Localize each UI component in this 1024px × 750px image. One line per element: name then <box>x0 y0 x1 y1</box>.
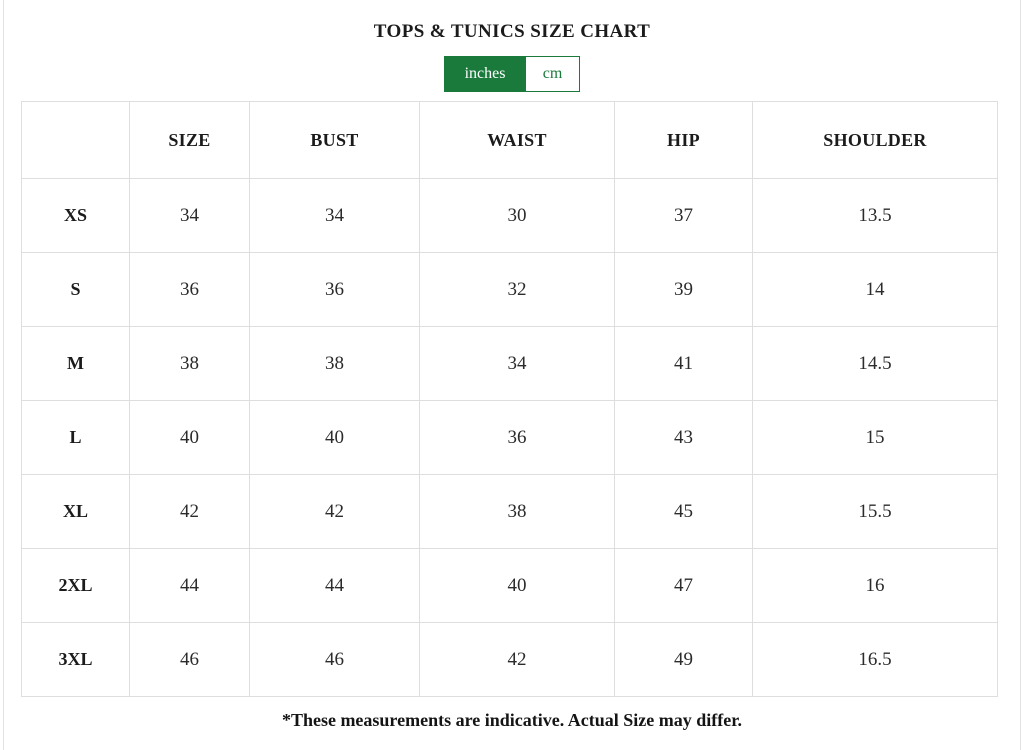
header-cell-shoulder: SHOULDER <box>753 102 998 179</box>
cell-xs-bust: 34 <box>250 179 420 253</box>
cell-l-size: 40 <box>130 401 250 475</box>
cell-3xl-bust: 46 <box>250 623 420 697</box>
table-row-3xl <box>22 623 998 697</box>
cell-s-shoulder: 14 <box>753 253 998 327</box>
cell-xl-hip: 45 <box>615 475 753 549</box>
cell-xl-shoulder: 15.5 <box>753 475 998 549</box>
table-row-l <box>22 401 998 475</box>
cell-2xl-hip: 47 <box>615 549 753 623</box>
row-label-s: S <box>22 253 130 327</box>
header-cell-hip: HIP <box>615 102 753 179</box>
cell-m-shoulder: 14.5 <box>753 327 998 401</box>
header-cell-blank <box>22 102 130 179</box>
cell-3xl-waist: 42 <box>420 623 615 697</box>
cell-xs-hip: 37 <box>615 179 753 253</box>
unit-toggle <box>444 56 580 92</box>
cell-s-bust: 36 <box>250 253 420 327</box>
cell-xl-size: 42 <box>130 475 250 549</box>
cell-s-hip: 39 <box>615 253 753 327</box>
header-cell-waist: WAIST <box>420 102 615 179</box>
size-chart-table <box>21 101 998 697</box>
header-cell-bust: BUST <box>250 102 420 179</box>
row-label-l: L <box>22 401 130 475</box>
row-label-xl: XL <box>22 475 130 549</box>
table-row-s <box>22 253 998 327</box>
row-label-3xl: 3XL <box>22 623 130 697</box>
cell-m-waist: 34 <box>420 327 615 401</box>
row-label-2xl: 2XL <box>22 549 130 623</box>
table-row-2xl <box>22 549 998 623</box>
cell-s-waist: 32 <box>420 253 615 327</box>
cell-l-hip: 43 <box>615 401 753 475</box>
row-label-m: M <box>22 327 130 401</box>
header-cell-size: SIZE <box>130 102 250 179</box>
size-chart-page <box>3 0 1021 750</box>
cell-m-bust: 38 <box>250 327 420 401</box>
cell-2xl-waist: 40 <box>420 549 615 623</box>
cell-2xl-shoulder: 16 <box>753 549 998 623</box>
footnote: *These measurements are indicative. Actual Size may differ. <box>281 710 743 730</box>
table-row-xs <box>22 179 998 253</box>
unit-inches-button[interactable]: inches <box>445 57 525 91</box>
cell-xs-waist: 30 <box>420 179 615 253</box>
cell-s-size: 36 <box>130 253 250 327</box>
unit-toggle-wrap <box>4 56 1020 92</box>
cell-l-bust: 40 <box>250 401 420 475</box>
cell-xs-shoulder: 13.5 <box>753 179 998 253</box>
cell-2xl-size: 44 <box>130 549 250 623</box>
cell-3xl-size: 46 <box>130 623 250 697</box>
unit-cm-button[interactable]: cm <box>525 57 579 91</box>
cell-l-shoulder: 15 <box>753 401 998 475</box>
table-row-xl <box>22 475 998 549</box>
cell-3xl-hip: 49 <box>615 623 753 697</box>
cell-xl-bust: 42 <box>250 475 420 549</box>
page-title: TOPS & TUNICS SIZE CHART <box>373 21 651 42</box>
row-label-xs: XS <box>22 179 130 253</box>
cell-l-waist: 36 <box>420 401 615 475</box>
cell-2xl-bust: 44 <box>250 549 420 623</box>
cell-xs-size: 34 <box>130 179 250 253</box>
cell-m-size: 38 <box>130 327 250 401</box>
table-header-row <box>22 102 998 179</box>
cell-xl-waist: 38 <box>420 475 615 549</box>
cell-m-hip: 41 <box>615 327 753 401</box>
cell-3xl-shoulder: 16.5 <box>753 623 998 697</box>
table-row-m <box>22 327 998 401</box>
